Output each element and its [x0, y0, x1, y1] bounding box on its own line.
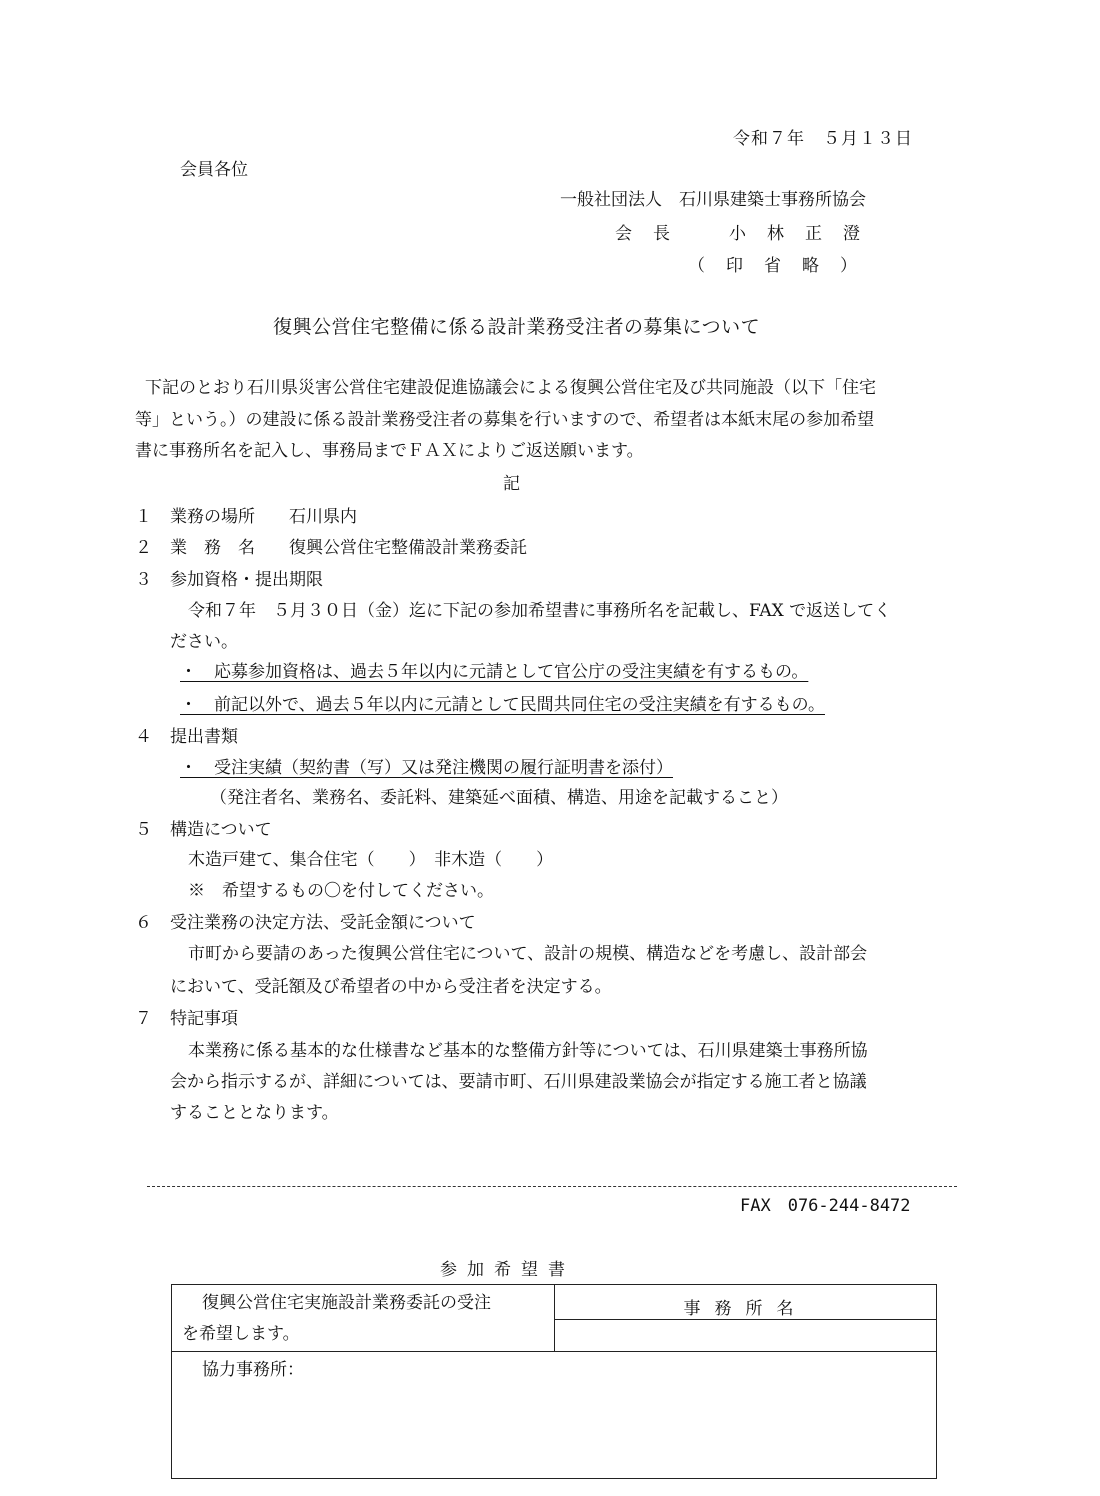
item-6-number: ６: [135, 913, 152, 933]
item-7-body-3: することとなります。: [170, 1103, 339, 1123]
item-7-number: ７: [135, 1009, 152, 1029]
item-4-text: 提出書類: [170, 727, 238, 747]
item-5-number: ５: [135, 820, 152, 840]
date: 令和７年 ５月１３日: [733, 129, 913, 149]
ki-heading: 記: [503, 474, 520, 494]
item-5-body-2: ※ 希望するもの〇を付してください。: [188, 881, 494, 901]
intro-line-2: 等」という。）の建設に係る設計業務受注者の募集を行いますので、希望者は本紙末尾の参加希望: [135, 410, 875, 430]
item-7-body-1: 本業務に係る基本的な仕様書など基本的な整備方針等については、石川県建築士事務所協: [188, 1041, 868, 1061]
item-3-text: 参加資格・提出期限: [170, 570, 323, 590]
office-name-header: [555, 1285, 937, 1320]
item-3-number: ３: [135, 570, 152, 590]
intro-line-3: 書に事務所名を記入し、事務局までＦＡＸによりご返送願います。: [135, 441, 644, 461]
item-2-number: ２: [135, 538, 152, 558]
item-3-bullet-2: ・ 前記以外で、過去５年以内に元請として民間共同住宅の受注実績を有するもの。: [180, 695, 825, 715]
item-7-body-2: 会から指示するが、詳細については、要請市町、石川県建設業協会が指定する施工者と協議: [170, 1072, 867, 1092]
sender-chair: 会 長 小 林 正 澄: [615, 224, 862, 244]
item-3-body-2: ださい。: [170, 632, 238, 652]
item-4-bullet-1: ・ 受注実績（契約書（写）又は発注機関の履行証明書を添付）: [180, 758, 673, 778]
cooperating-office-label: 協力事務所：: [202, 1360, 304, 1380]
item-5-text: 構造について: [170, 820, 272, 840]
item-4-note: （発注者名、業務名、委託料、建築延べ面積、構造、用途を記載すること）: [210, 788, 788, 808]
item-6-body-2: において、受託額及び希望者の中から受注者を決定する。: [170, 977, 612, 997]
item-6-text: 受注業務の決定方法、受託金額について: [170, 913, 476, 933]
office-name-header-label: 事務所名: [683, 1299, 808, 1319]
request-line-2: を希望します。: [182, 1324, 300, 1344]
item-4-number: ４: [135, 727, 152, 747]
fax-number: FAX 076-244-8472: [740, 1196, 911, 1216]
application-form: [171, 1284, 937, 1479]
item-2-text: 業 務 名 復興公営住宅整備設計業務委託: [170, 538, 527, 558]
sender-organization: 一般社団法人 石川県建築士事務所協会: [560, 190, 866, 210]
request-line-1: 復興公営住宅実施設計業務委託の受注: [202, 1293, 491, 1313]
cut-line-divider: [147, 1186, 957, 1187]
seal-omitted-note: （ 印 省 略 ）: [688, 256, 859, 276]
cooperating-office-field[interactable]: [172, 1352, 937, 1479]
application-form-title: 参加希望書: [440, 1260, 575, 1280]
item-3-bullet-1: ・ 応募参加資格は、過去５年以内に元請として官公庁の受注実績を有するもの。: [180, 662, 809, 682]
item-3-body-1: 令和７年 ５月３０日（金）迄に下記の参加希望書に事務所名を記載し、FAX で返送してく: [188, 601, 892, 621]
intro-line-1: 下記のとおり石川県災害公営住宅建設促進協議会による復興公営住宅及び共同施設（以下「住宅: [145, 378, 876, 398]
request-cell: [172, 1285, 555, 1352]
item-1-number: １: [135, 507, 152, 527]
office-name-field[interactable]: [555, 1320, 937, 1352]
addressee: 会員各位: [180, 160, 248, 180]
document-title: 復興公営住宅整備に係る設計業務受注者の募集について: [273, 316, 761, 338]
item-7-text: 特記事項: [170, 1009, 238, 1029]
item-6-body-1: 市町から要請のあった復興公営住宅について、設計の規模、構造などを考慮し、設計部会: [188, 944, 868, 964]
item-1-text: 業務の場所 石川県内: [170, 507, 357, 527]
item-5-body-1: 木造戸建て、集合住宅（ ） 非木造（ ）: [188, 850, 554, 870]
